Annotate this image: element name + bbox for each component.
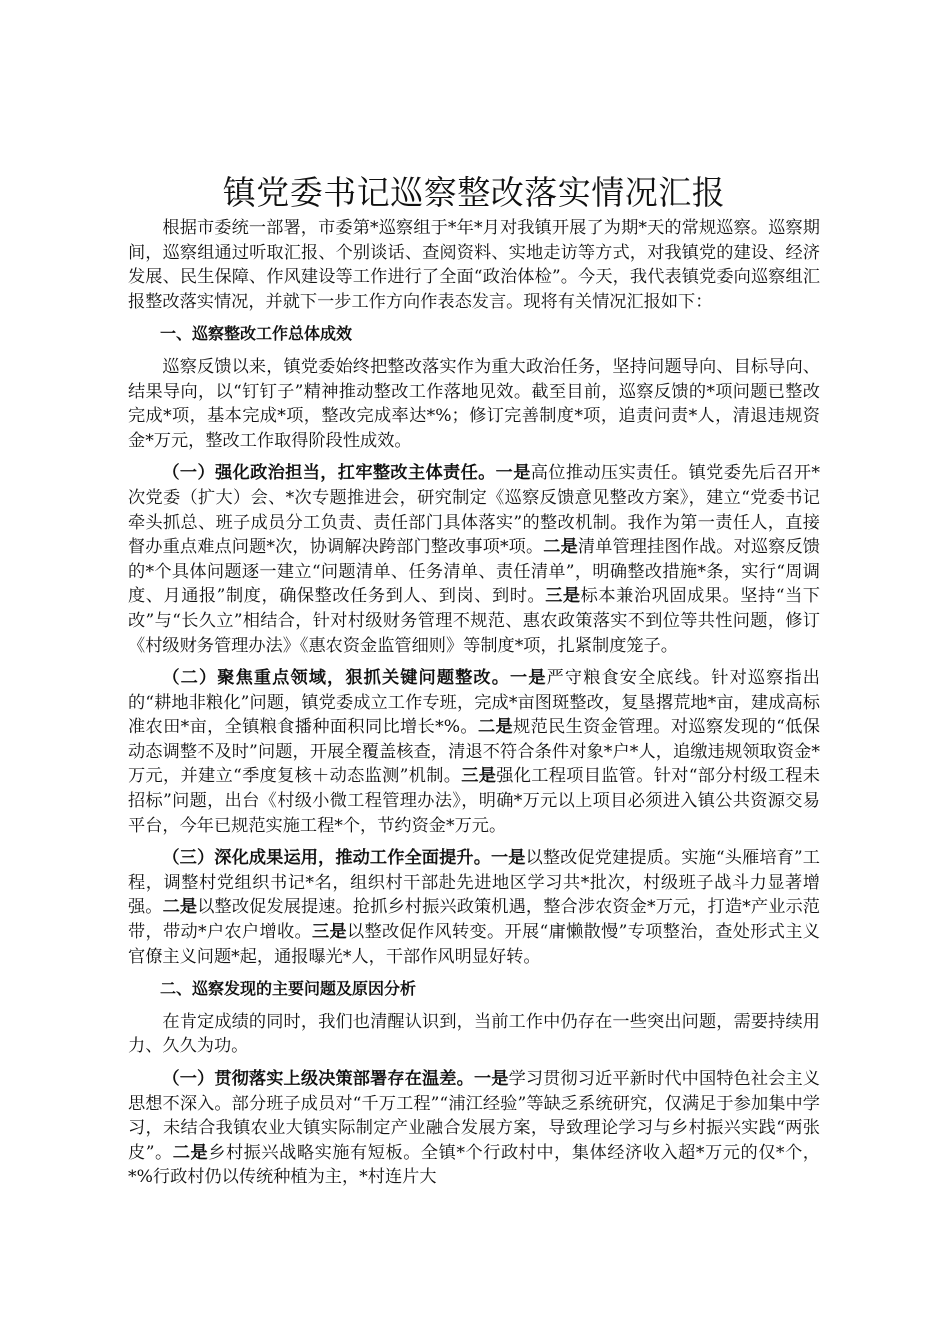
point-marker: 三是 (545, 586, 581, 607)
subsection-heading: （三）深化成果运用，推动工作全面提升。 (162, 848, 491, 869)
point-text: 以整改促发展提速。抢抓乡村振兴政策机遇，整合涉农资金*万元，打造*产业示范带，带动*户农户增收。 (128, 897, 820, 943)
subsection-2-1 (128, 1067, 820, 1190)
intro-paragraph: 根据市委统一部署，市委第*巡察组于*年*月对我镇开展了为期*天的常规巡察。巡察期间，巡察组通过听取汇报、个别谈话、查阅资料、实地走访等方式，对我镇党的建设、经济发展、民生保障、作风建设等工作进行了全面“政治体检”。今天，我代表镇党委向巡察组汇报整改落实情况，并就下一步工作方向作表态发言。现将有关情况汇报如下： (128, 218, 820, 312)
point-text: 清单管理挂图作战。对巡察反馈的*个具体问题逐一建立“问题清单、任务清单、责任清单”，明确整改措施*条，实行“周调度、月通报”制度，确保整改任务到人、到岗、到时。 (128, 537, 820, 607)
section-2-paragraph: 在肯定成绩的同时，我们也清醒认识到，当前工作中仍存在一些突出问题，需要持续用力、久久为功。 (128, 1011, 820, 1057)
point-text: 规范民生资金管理。对巡察发现的“低保动态调整不及时”问题，开展全覆盖核查，清退不符合条件对象*户*人，追缴违规领取资金*万元，并建立“季度复核＋动态监测”机制。 (128, 717, 820, 787)
point-marker: 三是 (311, 922, 347, 943)
point-text: 学习贯彻习近平新时代中国特色社会主义思想不深入。部分班子成员对“千万工程”“浦江经验”等缺乏系统研究，仅满足于参加集中学习，未结合我镇农业大镇实际制定产业融合发展方案，导致理论学习与乡村振兴实践“两张皮”。 (128, 1069, 820, 1163)
subsection-1-3 (128, 846, 820, 969)
document-title: 镇党委书记巡察整改落实情况汇报 (222, 173, 726, 212)
subsection-heading: （一）强化政治担当，扛牢整改主体责任。 (162, 463, 496, 484)
point-marker: 二是 (477, 717, 514, 738)
subsection-heading: （一）贯彻落实上级决策部署存在温差。 (162, 1069, 474, 1089)
point-text: 强化工程项目监管。针对“部分村级工程未招标”问题，出台《村级小微工程管理办法》，明确*万元以上项目必须进入镇公共资源交易平台，今年已规范实施工程*个，节约资金*万元。 (128, 766, 820, 836)
point-marker: 二是 (172, 1142, 209, 1163)
point-marker: 一是 (510, 668, 547, 689)
subsection-1-2 (128, 666, 820, 838)
section-1-paragraph: 巡察反馈以来，镇党委始终把整改落实作为重大政治任务，坚持问题导向、目标导向、结果导向，以“钉钉子”精神推动整改工作落地见效。截至目前，巡察反馈的*项问题已整改完成*项，基本完成*项，整改完成率达*%；修订完善制度*项，追责问责*人，清退违规资金*万元，整改工作取得阶段性成效。 (128, 356, 820, 451)
point-marker: 二是 (162, 897, 198, 918)
point-marker: 三是 (461, 766, 497, 787)
point-marker: 一是 (473, 1069, 509, 1089)
point-text: 以整改促党建提质。实施“头雁培育”工程，调整村党组织书记*名，组织村干部赴先进地区学习共*批次，村级班子战斗力显著增强。 (128, 848, 820, 918)
subsection-1-1 (128, 461, 820, 658)
point-marker: 一是 (495, 463, 531, 484)
point-marker: 二是 (543, 537, 578, 558)
point-text: 以整改促作风转变。开展“庸懒散慢”专项整治，查处形式主义官僚主义问题*起，通报曝光*人，干部作风明显好转。 (128, 922, 820, 967)
section-2-heading: 二、巡察发现的主要问题及原因分析 (160, 979, 417, 999)
section-1-heading: 一、巡察整改工作总体成效 (160, 324, 353, 344)
subsection-heading: （二）聚焦重点领域，狠抓关键问题整改。 (162, 668, 511, 689)
point-text: 乡村振兴战略实施有短板。全镇*个行政村中，集体经济收入超*万元的仅*个，*%行政村仍以传统种植为主，*村连片大 (128, 1142, 820, 1188)
point-text: 高位推动压实责任。镇党委先后召开*次党委（扩大）会、*次专题推进会，研究制定《巡察反馈意见整改方案》，建立“党委书记牵头抓总、班子成员分工负责、责任部门具体落实”的整改机制。我作为第一责任人，直接督办重点难点问题*次，协调解决跨部门整改事项*项。 (128, 463, 820, 558)
point-text: 标本兼治巩固成果。坚持“当下改”与“长久立”相结合，针对村级财务管理不规范、惠农政策落实不到位等共性问题，修订《村级财务管理办法》《惠农资金监管细则》等制度*项，扎紧制度笼子。 (128, 586, 820, 656)
point-text: 严守粮食安全底线。针对巡察指出的“耕地非粮化”问题，镇党委成立工作专班，完成*亩图斑整改，复垦撂荒地*亩，建成高标准农田*亩，全镇粮食播种面积同比增长*%。 (128, 668, 820, 738)
point-marker: 一是 (491, 848, 526, 869)
